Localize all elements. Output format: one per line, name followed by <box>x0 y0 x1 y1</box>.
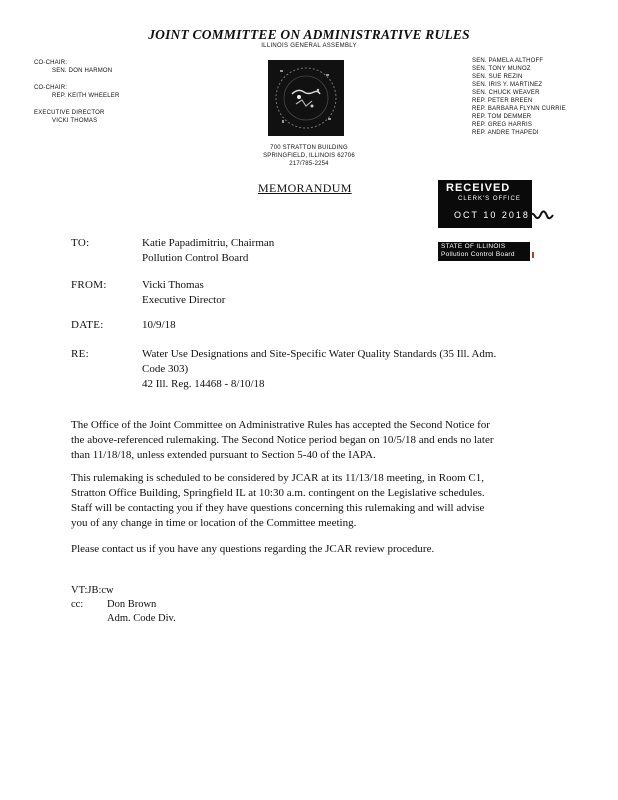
cc-recipient-2: Adm. Code Div. <box>107 613 176 624</box>
executive-director-role: EXECUTIVE DIRECTOR <box>34 110 105 116</box>
state-stamp-line-1: STATE OF ILLINOIS <box>441 243 506 250</box>
re-line-3: 42 Ill. Reg. 14468 - 8/10/18 <box>142 378 265 390</box>
address-line-2: SPRINGFIELD, ILLINOIS 62706 <box>263 153 355 159</box>
para2-line-4: you of any change in time or location of the Committee meeting. <box>71 517 357 529</box>
to-label: TO: <box>71 237 90 249</box>
received-stamp <box>438 180 532 228</box>
address-line-1: 700 STRATTON BUILDING <box>270 145 348 151</box>
member-9: REP. GREG HARRIS <box>472 122 533 128</box>
initials: VT:JB:cw <box>71 585 114 596</box>
member-7: REP. BARBARA FLYNN CURRIE <box>472 106 566 112</box>
cc-recipient-1: Don Brown <box>107 599 157 610</box>
re-label: RE: <box>71 348 90 360</box>
cc-label: cc: <box>71 599 84 610</box>
executive-director-name: VICKI THOMAS <box>52 118 98 124</box>
member-2: SEN. TONY MUNOZ <box>472 66 531 72</box>
re-line-2: Code 303) <box>142 363 189 375</box>
para2-line-2: Stratton Office Building, Springfield IL at 10:30 a.m. contingent on the Legislative schedules. <box>71 487 485 499</box>
body-paragraph-3 <box>71 542 571 557</box>
from-line-1: Vicki Thomas <box>142 279 204 291</box>
received-stamp-title: RECEIVED <box>446 182 511 194</box>
para1-line-1: The Office of the Joint Committee on Administrative Rules has accepted the Second Notice for <box>71 419 490 431</box>
member-10: REP. ANDRE THAPEDI <box>472 130 539 136</box>
para1-line-3: than 11/18/18, unless extended pursuant to Section 5-40 of the IAPA. <box>71 449 376 461</box>
committee-address <box>0 144 618 168</box>
re-value <box>142 347 572 392</box>
to-line-2: Pollution Control Board <box>142 252 249 264</box>
para3-line-1: Please contact us if you have any questions regarding the JCAR review procedure. <box>71 543 435 555</box>
state-stamp-line-2: Pollution Control Board <box>441 251 515 258</box>
committee-subtitle: ILLINOIS GENERAL ASSEMBLY <box>261 43 357 49</box>
to-line-1: Katie Papadimitriu, Chairman <box>142 237 275 249</box>
body-paragraph-1 <box>71 418 571 463</box>
to-value <box>142 236 572 266</box>
stamp-scribble-icon <box>525 208 555 226</box>
para1-line-2: the above-referenced rulemaking. The Second Notice period began on 10/5/18 and ends no later <box>71 434 494 446</box>
address-line-3: 217/785-2254 <box>289 161 329 167</box>
committee-title: JOINT COMMITTEE ON ADMINISTRATIVE RULES <box>148 27 470 42</box>
from-value <box>142 278 572 308</box>
state-seal-icon <box>268 60 344 136</box>
co-chair-1-name: SEN. DON HARMON <box>52 68 113 74</box>
received-stamp-date: OCT 10 2018 <box>454 210 530 220</box>
co-chair-2-name: REP. KEITH WHEELER <box>52 93 120 99</box>
memo-heading: MEMORANDUM <box>258 181 352 195</box>
body-paragraph-2 <box>71 471 571 531</box>
from-label: FROM: <box>71 279 107 291</box>
date-value: 10/9/18 <box>142 319 176 331</box>
member-1: SEN. PAMELA ALTHOFF <box>472 58 544 64</box>
para2-line-3: Staff will be contacting you if they have questions concerning this rulemaking and will advise <box>71 502 485 514</box>
date-label: DATE: <box>71 319 104 331</box>
co-chair-1-role: CO-CHAIR: <box>34 60 68 66</box>
re-line-1: Water Use Designations and Site-Specific Water Quality Standards (35 Ill. Adm. <box>142 348 497 360</box>
member-4: SEN. IRIS Y. MARTINEZ <box>472 82 543 88</box>
para2-line-1: This rulemaking is scheduled to be considered by JCAR at its 11/13/18 meeting, in Room C1, <box>71 472 484 484</box>
member-3: SEN. SUE REZIN <box>472 74 523 80</box>
from-line-2: Executive Director <box>142 294 226 306</box>
co-chair-2-role: CO-CHAIR: <box>34 85 68 91</box>
committee-members-list <box>472 57 612 137</box>
member-8: REP. TOM DEMMER <box>472 114 532 120</box>
received-stamp-office: CLERK'S OFFICE <box>458 196 521 202</box>
member-5: SEN. CHUCK WEAVER <box>472 90 540 96</box>
member-6: REP. PETER BREEN <box>472 98 533 104</box>
